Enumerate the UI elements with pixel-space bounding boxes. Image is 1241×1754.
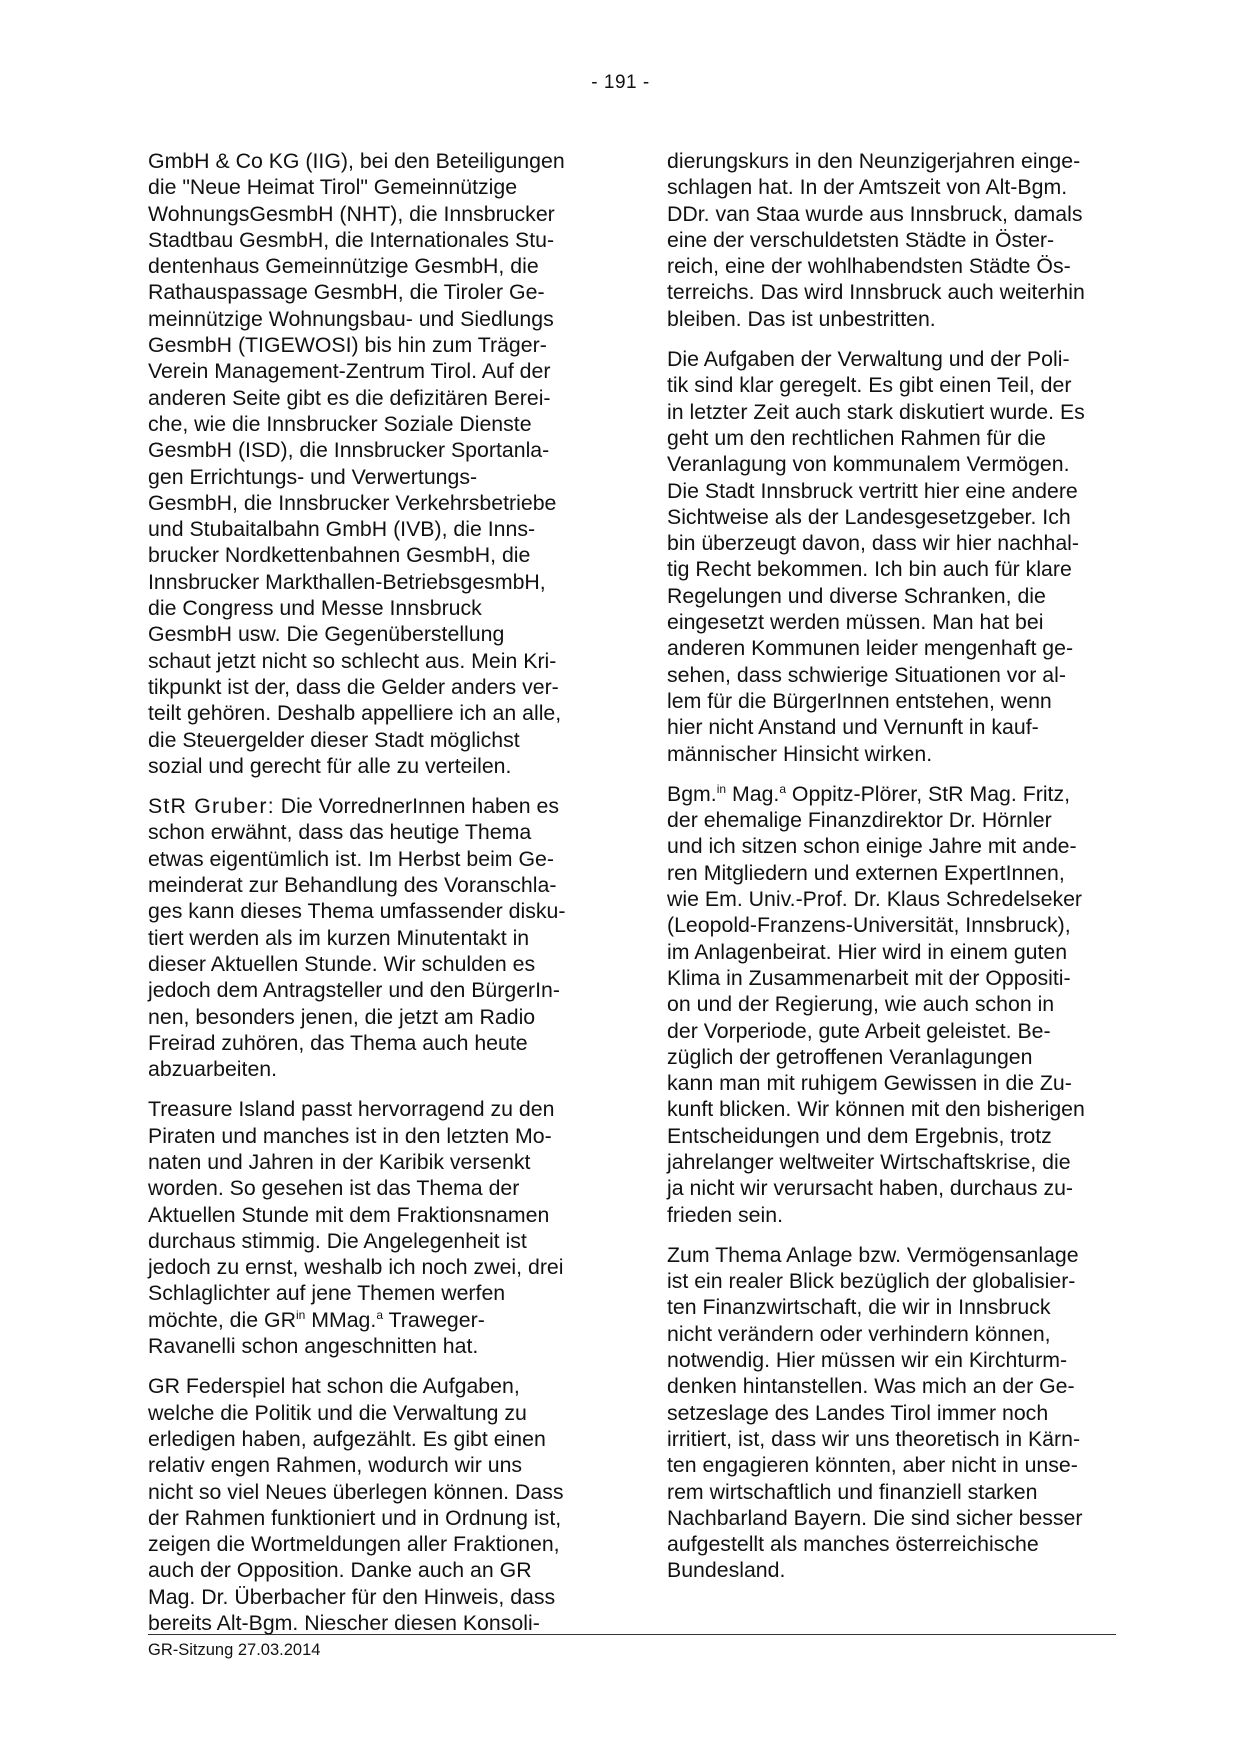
paragraph-line: etwas eigentümlich ist. Im Herbst beim Ge- (148, 846, 554, 871)
paragraph-line: WohnungsGesmbH (NHT), die Innsbrucker (148, 201, 555, 226)
paragraph-line: denken hintanstellen. Was mich an der Ge- (667, 1374, 1075, 1399)
paragraph-line: irritiert, ist, dass wir uns theoretisch in Kärn- (667, 1426, 1081, 1451)
paragraph-line: im Anlagenbeirat. Hier wird in einem guten (667, 939, 1068, 964)
paragraph-line: schon erwähnt, dass das heutige Thema (148, 820, 532, 845)
paragraph-line: eingesetzt werden müssen. Man hat bei (667, 610, 1044, 635)
paragraph-line: aufgestellt als manches österreichische (667, 1532, 1039, 1557)
paragraph-line: jedoch dem Antragsteller und den BürgerIn- (148, 978, 560, 1003)
left-paragraph-1 (148, 148, 608, 779)
paragraph-line: die Congress und Messe Innsbruck (148, 596, 482, 621)
paragraph-line: zeigen die Wortmeldungen aller Fraktionen, (148, 1532, 560, 1557)
right-paragraph-1 (667, 148, 1127, 332)
paragraph-line: züglich der getroffenen Veranlagungen (667, 1044, 1033, 1069)
paragraph-line: Stadtbau GesmbH, die Internationales Stu- (148, 227, 555, 252)
paragraph-line: geht um den rechtlichen Rahmen für die (667, 425, 1046, 450)
paragraph-line: GesmbH, die Innsbrucker Verkehrsbetriebe (148, 490, 557, 515)
paragraph-line: Veranlagung von kommunalem Vermögen. (667, 452, 1070, 477)
paragraph-line: schlagen hat. In der Amtszeit von Alt-Bgm. (667, 175, 1068, 200)
paragraph-line: Treasure Island passt hervorragend zu den (148, 1097, 555, 1122)
paragraph-line: Freirad zuhören, das Thema auch heute (148, 1030, 528, 1055)
paragraph-line: relativ engen Rahmen, wodurch wir uns (148, 1453, 523, 1478)
paragraph-line: schaut jetzt nicht so schlecht aus. Mein Kri- (148, 648, 557, 673)
superscript: in (716, 781, 727, 796)
paragraph-line: ren Mitgliedern und externen ExpertInnen, (667, 860, 1065, 885)
paragraph-line: nicht so viel Neues überlegen können. Dass (148, 1479, 564, 1504)
paragraph-line: der ehemalige Finanzdirektor Dr. Hörnler (667, 808, 1052, 833)
right-paragraph-4 (667, 1242, 1127, 1584)
paragraph-line: jedoch zu ernst, weshalb ich noch zwei, drei (148, 1255, 564, 1280)
paragraph-line: durchaus stimmig. Die Angelegenheit ist (148, 1228, 527, 1253)
text-segment: möchte, die GR (148, 1307, 296, 1332)
paragraph-line: DDr. van Staa wurde aus Innsbruck, damals (667, 201, 1083, 226)
paragraph-line: (Leopold-Franzens-Universität, Innsbruck), (667, 913, 1071, 938)
paragraph-line: meinderat zur Behandlung des Voranschla- (148, 873, 557, 898)
paragraph-line: ist ein realer Blick bezüglich der globalisier- (667, 1269, 1076, 1294)
paragraph-line: hier nicht Anstand und Vernunft in kauf- (667, 715, 1039, 740)
text-segment: Mag. (726, 781, 780, 806)
left-paragraph-2 (148, 793, 608, 1082)
paragraph-line: Innsbrucker Markthallen-BetriebsgesmbH, (148, 569, 546, 594)
paragraph-line: die Steuergelder dieser Stadt möglichst (148, 727, 520, 752)
paragraph-line: ten Finanzwirtschaft, die wir in Innsbruck (667, 1295, 1051, 1320)
paragraph-line: dierungskurs in den Neunzigerjahren einge- (667, 149, 1081, 173)
paragraph-line: GesmbH (TIGEWOSI) bis hin zum Träger- (148, 333, 547, 358)
paragraph-line: dieser Aktuellen Stunde. Wir schulden es (148, 951, 536, 976)
paragraph-line: ges kann dieses Thema umfassender disku- (148, 899, 566, 924)
paragraph-line: naten und Jahren in der Karibik versenkt (148, 1149, 531, 1174)
paragraph-line: erledigen haben, aufgezählt. Es gibt einen (148, 1426, 546, 1451)
superscript: a (376, 1307, 384, 1322)
superscript: in (295, 1307, 306, 1322)
paragraph-line: Entscheidungen und dem Ergebnis, trotz (667, 1123, 1052, 1148)
paragraph-line: notwendig. Hier müssen wir ein Kirchturm- (667, 1348, 1068, 1373)
paragraph-line: Nachbarland Bayern. Die sind sicher besser (667, 1505, 1083, 1530)
paragraph-lines (148, 819, 608, 1082)
paragraph-line: meinnützige Wohnungsbau- und Siedlungs (148, 306, 554, 331)
paragraph-line: ja nicht wir verursacht haben, durchaus zu- (667, 1176, 1074, 1201)
right-column (667, 148, 1127, 1598)
paragraph-line: der Vorperiode, gute Arbeit geleistet. Be- (667, 1018, 1051, 1043)
footer-session-date: GR-Sitzung 27.03.2014 (148, 1641, 321, 1659)
left-column (148, 148, 608, 1650)
paragraph-line (148, 793, 608, 819)
paragraph-line: Mag. Dr. Überbacher für den Hinweis, dass (148, 1584, 556, 1609)
paragraph-line: anderen Kommunen leider mengenhaft ge- (667, 636, 1074, 661)
paragraph-line: kann man mit ruhigem Gewissen in die Zu- (667, 1071, 1072, 1096)
text-segment: Oppitz-Plörer, StR Mag. Fritz, (786, 781, 1071, 806)
speaker-name: StR Gruber: (148, 794, 275, 819)
paragraph-line: Sichtweise als der Landesgesetzgeber. Ich (667, 504, 1071, 529)
paragraph-line: Rathauspassage GesmbH, die Tiroler Ge- (148, 280, 545, 305)
paragraph-line: bin überzeugt davon, dass wir hier nachhal- (667, 531, 1079, 556)
paragraph-line: che, wie die Innsbrucker Soziale Dienste (148, 411, 532, 436)
paragraph-line: worden. So gesehen ist das Thema der (148, 1176, 520, 1201)
paragraph-lines (667, 807, 1127, 1228)
paragraph-line: frieden sein. (667, 1202, 784, 1227)
paragraph-line: Aktuellen Stunde mit dem Fraktionsnamen (148, 1202, 550, 1227)
left-paragraph-4 (148, 1373, 608, 1636)
paragraph-line: teilt gehören. Deshalb appelliere ich an alle, (148, 701, 562, 726)
paragraph-line: GesmbH usw. Die Gegenüberstellung (148, 622, 505, 647)
paragraph-line: eine der verschuldetsten Städte in Öster- (667, 227, 1055, 252)
paragraph-line: in letzter Zeit auch stark diskutiert wurde. Es (667, 399, 1085, 424)
paragraph-line: sozial und gerecht für alle zu verteilen. (148, 753, 512, 778)
text-segment: MMag. (305, 1307, 377, 1332)
paragraph-line: und ich sitzen schon einige Jahre mit ande- (667, 834, 1077, 859)
paragraph-line: Piraten und manches ist in den letzten Mo- (148, 1123, 552, 1148)
paragraph-line: terreichs. Das wird Innsbruck auch weiterhin (667, 280, 1085, 305)
paragraph-line: Ravanelli schon angeschnitten hat. (148, 1334, 479, 1359)
paragraph-line: GmbH & Co KG (IIG), bei den Beteiligungen (148, 149, 565, 173)
paragraph-line: lem für die BürgerInnen entstehen, wenn (667, 688, 1052, 713)
right-paragraph-2 (667, 346, 1127, 767)
paragraph-line: Schlaglichter auf jene Themen werfen (148, 1281, 506, 1306)
paragraph-line: sehen, dass schwierige Situationen vor al- (667, 662, 1066, 687)
paragraph-line: und Stubaitalbahn GmbH (IVB), die Inns- (148, 517, 536, 542)
paragraph-line: Bundesland. (667, 1558, 786, 1583)
paragraph-line: on und der Regierung, wie auch schon in (667, 992, 1055, 1017)
page-number: - 191 - (591, 72, 650, 93)
paragraph-line: nicht verändern oder verhindern können, (667, 1321, 1051, 1346)
paragraph-line: auch der Opposition. Danke auch an GR (148, 1558, 532, 1583)
paragraph-line: dentenhaus Gemeinnützige GesmbH, die (148, 254, 539, 279)
paragraph-line: tiert werden als im kurzen Minutentakt in (148, 925, 530, 950)
paragraph-line: tig Recht bekommen. Ich bin auch für klare (667, 557, 1072, 582)
paragraph-line: brucker Nordkettenbahnen GesmbH, die (148, 543, 531, 568)
paragraph-line: wie Em. Univ.-Prof. Dr. Klaus Schredelseker (667, 887, 1083, 912)
paragraph-line: tikpunkt ist der, dass die Gelder anders ver- (148, 674, 559, 699)
paragraph-line: bleiben. Das ist unbestritten. (667, 306, 936, 331)
paragraph-line: bereits Alt-Bgm. Niescher diesen Konsoli- (148, 1611, 540, 1636)
text-segment: Bgm. (667, 781, 717, 806)
paragraph-line: welche die Politik und die Verwaltung zu (148, 1400, 527, 1425)
paragraph-line: anderen Seite gibt es die defizitären Berei- (148, 385, 551, 410)
paragraph-line: der Rahmen funktioniert und in Ordnung ist, (148, 1505, 562, 1530)
superscript: a (779, 781, 787, 796)
paragraph-line (667, 781, 1127, 807)
paragraph-line (148, 1307, 608, 1333)
speech-text: Die VorrednerInnen haben es (274, 794, 559, 819)
right-paragraph-3 (667, 781, 1127, 1228)
paragraph-line: Zum Thema Anlage bzw. Vermögensanlage (667, 1242, 1079, 1267)
paragraph-line: jahrelanger weltweiter Wirtschaftskrise, die (667, 1149, 1071, 1174)
paragraph-line: männischer Hinsicht wirken. (667, 741, 933, 766)
footer-divider (148, 1634, 1116, 1635)
paragraph-line: die "Neue Heimat Tirol" Gemeinnützige (148, 175, 518, 200)
paragraph-line: GesmbH (ISD), die Innsbrucker Sportanla- (148, 438, 550, 463)
paragraph-line: nen, besonders jenen, die jetzt am Radio (148, 1004, 536, 1029)
paragraph-line: setzeslage des Landes Tirol immer noch (667, 1400, 1049, 1425)
left-paragraph-3 (148, 1096, 608, 1359)
paragraph-line: GR Federspiel hat schon die Aufgaben, (148, 1374, 520, 1399)
paragraph-line: Verein Management-Zentrum Tirol. Auf der (148, 359, 551, 384)
paragraph-lines (148, 1096, 608, 1306)
paragraph-line: ten engagieren könnten, aber nicht in unse- (667, 1453, 1078, 1478)
paragraph-line: Die Stadt Innsbruck vertritt hier eine andere (667, 478, 1078, 503)
paragraph-line: Klima in Zusammenarbeit mit der Oppositi- (667, 965, 1071, 990)
paragraph-line: reich, eine der wohlhabendsten Städte Ös- (667, 254, 1071, 279)
paragraph-line: abzuarbeiten. (148, 1057, 278, 1082)
paragraph-line: rem wirtschaftlich und finanziell starken (667, 1479, 1038, 1504)
paragraph-line: tik sind klar geregelt. Es gibt einen Teil, der (667, 373, 1072, 398)
paragraph-line: gen Errichtungs- und Verwertungs- (148, 464, 478, 489)
text-segment: Traweger- (383, 1307, 485, 1332)
paragraph-line: Die Aufgaben der Verwaltung und der Poli- (667, 347, 1070, 372)
paragraph-line: Regelungen und diverse Schranken, die (667, 583, 1046, 608)
paragraph-line: kunft blicken. Wir können mit den bisherigen (667, 1097, 1085, 1122)
